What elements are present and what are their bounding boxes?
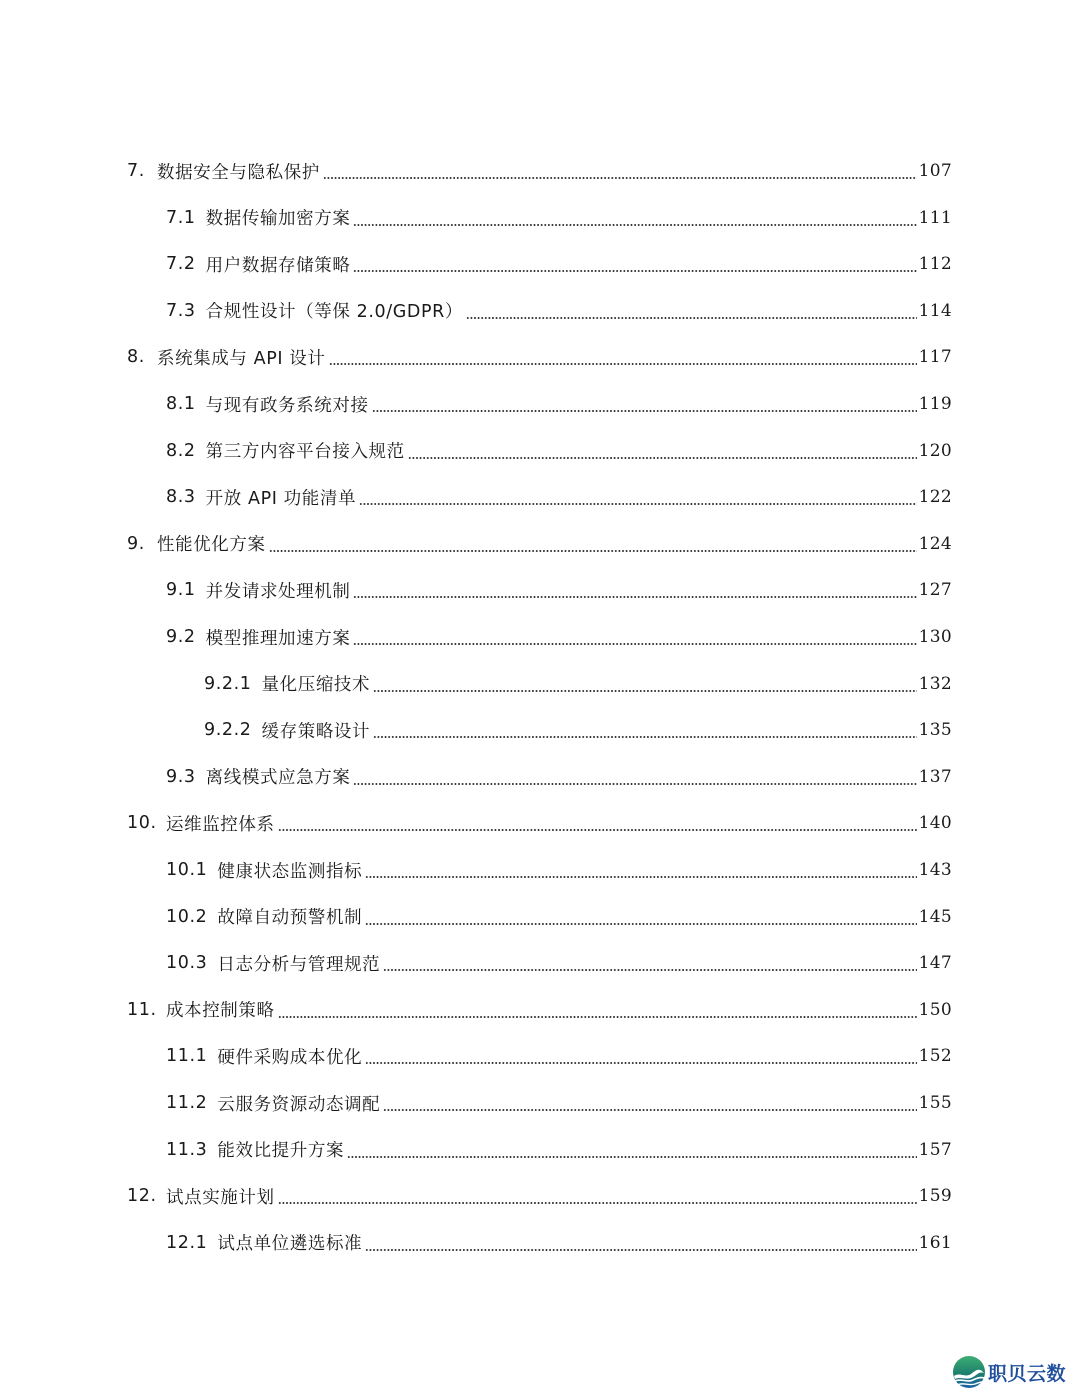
toc-entry-page-number: 120	[918, 440, 952, 461]
toc-entry-page-number: 107	[918, 161, 952, 181]
toc-entry-number: 10.3	[166, 953, 208, 974]
dot-leader	[278, 1202, 917, 1204]
toc-entry-title: 系统集成与 API 设计	[157, 348, 326, 369]
toc-entry-10-2[interactable]	[166, 894, 952, 940]
toc-entry-page-number: 161	[918, 1232, 952, 1253]
toc-entry-number: 8.2	[166, 440, 196, 461]
toc-entry-title: 云服务资源动态调配	[217, 1094, 381, 1115]
toc-entry-page-number: 130	[918, 627, 952, 647]
toc-entry-title: 模型推理加速方案	[205, 628, 351, 649]
toc-entry-title: 性能优化方案	[157, 535, 266, 556]
toc-entry-10-3[interactable]	[166, 940, 952, 986]
toc-entry-11[interactable]	[127, 987, 952, 1033]
toc-entry-page-number: 152	[918, 1046, 952, 1067]
toc-entry-number: 10.1	[166, 860, 208, 880]
toc-entry-7[interactable]	[127, 148, 952, 194]
toc-entry-title: 与现有政务系统对接	[205, 395, 369, 416]
toc-entry-number: 8.	[127, 347, 145, 368]
brand-watermark	[951, 1352, 1066, 1392]
toc-entry-number: 10.	[127, 813, 157, 834]
toc-entry-page-number: 157	[918, 1139, 952, 1160]
toc-entry-title: 合规性设计（等保 2.0/GDPR）	[205, 302, 463, 323]
toc-entry-number: 7.3	[166, 300, 196, 321]
toc-entry-page-number: 117	[918, 347, 952, 368]
dot-leader	[329, 363, 917, 365]
toc-entry-title: 离线模式应急方案	[205, 768, 351, 789]
toc-entry-title: 缓存策略设计	[261, 721, 371, 742]
dot-leader	[373, 736, 917, 738]
toc-entry-page-number: 155	[918, 1093, 952, 1113]
toc-entry-number: 11.1	[166, 1046, 208, 1067]
toc-entry-number: 11.2	[166, 1093, 208, 1113]
dot-leader	[323, 177, 917, 179]
toc-entry-12-1[interactable]	[166, 1220, 952, 1266]
toc-entry-title: 并发请求处理机制	[205, 581, 351, 602]
dot-leader	[278, 1016, 917, 1018]
toc-entry-title: 成本控制策略	[166, 1001, 275, 1022]
brand-name: 职贝云数	[988, 1362, 1067, 1385]
toc-entry-number: 9.1	[166, 580, 196, 601]
toc-entry-page-number: 147	[918, 953, 952, 974]
wave-globe-logo-icon	[951, 1354, 987, 1390]
dot-leader	[383, 1109, 916, 1111]
toc-entry-9-3[interactable]	[166, 754, 952, 800]
dot-leader	[365, 1062, 916, 1064]
dot-leader	[353, 596, 916, 598]
dot-leader	[278, 829, 917, 831]
toc-entry-page-number: 137	[918, 766, 952, 787]
toc-entry-number: 7.	[127, 161, 145, 181]
dot-leader	[365, 923, 916, 925]
toc-entry-10-1[interactable]	[166, 847, 952, 893]
toc-entry-title: 数据传输加密方案	[205, 209, 351, 230]
toc-entry-number: 12.	[127, 1186, 157, 1207]
toc-entry-9-2-1[interactable]	[204, 661, 952, 707]
toc-entry-8-1[interactable]	[166, 381, 952, 427]
dot-leader	[353, 224, 916, 226]
toc-entry-9-1[interactable]	[166, 567, 952, 613]
toc-entry-page-number: 150	[918, 999, 952, 1020]
toc-entry-8[interactable]	[127, 334, 952, 380]
dot-leader	[408, 457, 917, 459]
toc-entry-12[interactable]	[127, 1173, 952, 1219]
toc-entry-page-number: 135	[918, 720, 952, 741]
toc-entry-9[interactable]	[127, 521, 952, 567]
toc-entry-number: 7.2	[166, 254, 196, 275]
toc-entry-11-1[interactable]	[166, 1033, 952, 1079]
toc-entry-title: 第三方内容平台接入规范	[205, 442, 405, 463]
dot-leader	[383, 969, 916, 971]
toc-entry-page-number: 132	[918, 673, 952, 694]
toc-entry-11-3[interactable]	[166, 1127, 952, 1173]
toc-entry-page-number: 127	[918, 580, 952, 601]
toc-entry-number: 9.2	[166, 627, 196, 647]
toc-entry-9-2[interactable]	[166, 614, 952, 660]
toc-entry-title: 数据安全与隐私保护	[157, 162, 320, 183]
toc-entry-7-2[interactable]	[166, 241, 952, 287]
toc-entry-page-number: 114	[918, 300, 952, 321]
toc-entry-8-2[interactable]	[166, 428, 952, 474]
toc-entry-page-number: 111	[918, 207, 952, 228]
toc-entry-number: 8.1	[166, 394, 196, 414]
toc-entry-title: 开放 API 功能清单	[205, 488, 357, 509]
toc-entry-number: 9.	[127, 533, 145, 554]
dot-leader	[359, 503, 917, 505]
toc-entry-11-2[interactable]	[166, 1080, 952, 1126]
dot-leader	[347, 1156, 917, 1158]
toc-entry-7-1[interactable]	[166, 195, 952, 241]
toc-entry-title: 故障自动预警机制	[217, 908, 363, 929]
dot-leader	[466, 317, 917, 319]
toc-entry-number: 11.	[127, 999, 157, 1020]
toc-entry-title: 量化压缩技术	[261, 675, 371, 696]
toc-entry-number: 8.3	[166, 487, 196, 508]
dot-leader	[373, 690, 917, 692]
toc-entry-title: 试点单位遴选标准	[217, 1234, 363, 1255]
toc-entry-page-number: 124	[918, 533, 952, 554]
toc-entry-page-number: 143	[918, 860, 952, 880]
dot-leader	[365, 1249, 916, 1251]
toc-entry-10[interactable]	[127, 800, 952, 846]
toc-entry-page-number: 122	[918, 487, 952, 508]
toc-entry-9-2-2[interactable]	[204, 707, 952, 753]
toc-entry-page-number: 159	[918, 1186, 952, 1207]
toc-entry-title: 试点实施计划	[166, 1187, 275, 1208]
toc-entry-title: 日志分析与管理规范	[217, 954, 381, 975]
dot-leader	[353, 270, 916, 272]
toc-entry-number: 10.2	[166, 906, 208, 927]
toc-entry-7-3[interactable]	[166, 288, 952, 334]
dot-leader	[365, 876, 916, 878]
dot-leader	[353, 783, 916, 785]
toc-entry-title: 健康状态监测指标	[217, 861, 363, 882]
toc-entry-page-number: 119	[918, 394, 952, 414]
toc-entry-page-number: 112	[918, 254, 952, 275]
toc-entry-number: 12.1	[166, 1232, 208, 1253]
toc-entry-number: 9.2.1	[204, 673, 252, 694]
dot-leader	[269, 550, 917, 552]
toc-entry-title: 硬件采购成本优化	[217, 1047, 363, 1068]
toc-entry-number: 7.1	[166, 207, 196, 228]
toc-entry-page-number: 140	[918, 813, 952, 834]
dot-leader	[353, 643, 916, 645]
toc-entry-title: 运维监控体系	[166, 814, 275, 835]
toc-entry-title: 用户数据存储策略	[205, 255, 351, 276]
toc-entry-title: 能效比提升方案	[217, 1141, 345, 1162]
dot-leader	[372, 410, 917, 412]
toc-entry-number: 9.3	[166, 766, 196, 787]
toc-entry-number: 9.2.2	[204, 720, 252, 741]
toc-entry-page-number: 145	[918, 906, 952, 927]
toc-entry-8-3[interactable]	[166, 474, 952, 520]
toc-entry-number: 11.3	[166, 1139, 208, 1160]
